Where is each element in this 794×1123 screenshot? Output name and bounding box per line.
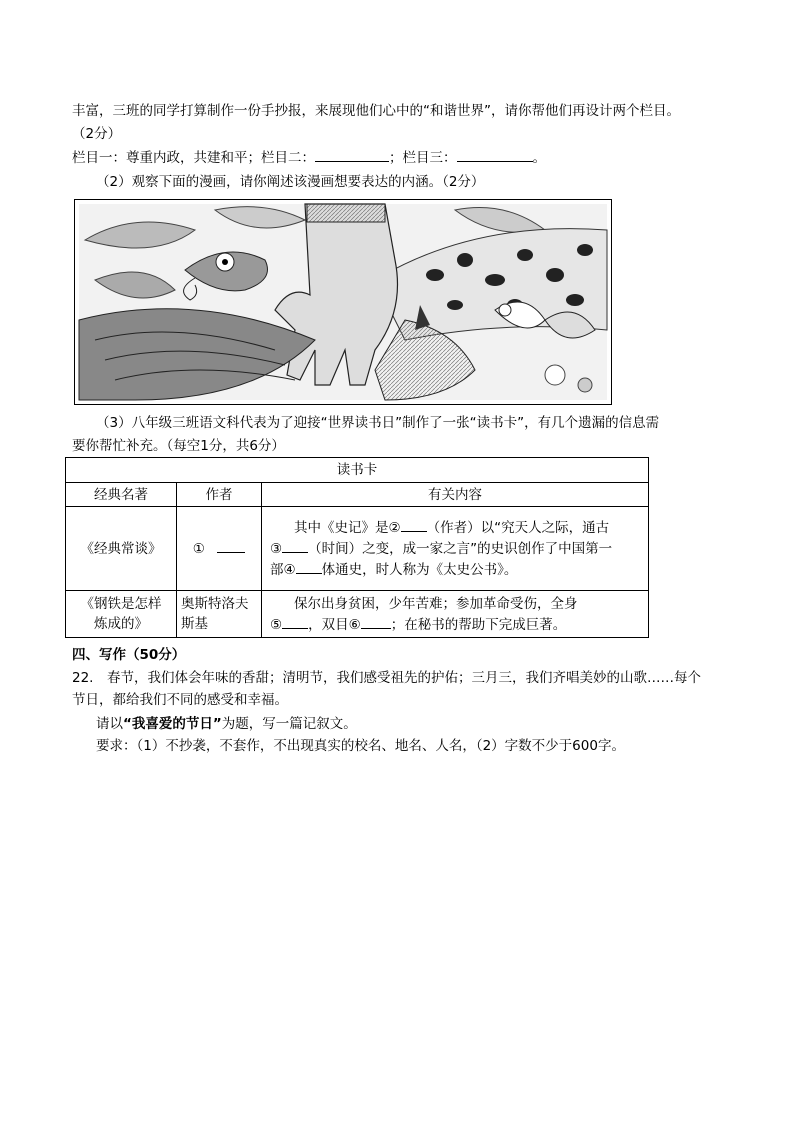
row2-book-l2: 炼成的》 bbox=[94, 616, 148, 632]
column-sep: ；栏目三： bbox=[389, 150, 457, 166]
row1-c3b: 体通史，时人称为《太史公书》。 bbox=[321, 562, 518, 578]
blank-4[interactable] bbox=[296, 559, 322, 574]
row1-c1b: （作者）以“究天人之际，通古 bbox=[426, 520, 610, 536]
row1-c3a: 部④ bbox=[270, 562, 296, 578]
header-author: 作者 bbox=[177, 483, 262, 507]
blank-1-label: ① bbox=[192, 541, 205, 557]
q22-line2: 节日，都给我们不同的感受和幸福。 bbox=[72, 692, 288, 708]
q22-l3b: 为题，写一篇记叙文。 bbox=[221, 716, 357, 732]
q21-3-line2: 要你帮忙补充。（每空1分，共6分） bbox=[72, 438, 285, 454]
row2-c1: 保尔出身贫困，少年苦难；参加革命受伤，全身 bbox=[294, 595, 578, 612]
comic-drawing bbox=[75, 200, 611, 404]
row2-book bbox=[66, 591, 177, 638]
row2-author-l1: 奥斯特洛夫 bbox=[181, 596, 249, 612]
column2-blank[interactable] bbox=[315, 147, 389, 162]
section4-heading: 四、写作（50分） bbox=[72, 647, 186, 663]
blank-1[interactable] bbox=[217, 538, 245, 553]
header-content: 有关内容 bbox=[262, 483, 649, 507]
row1-c2b: （时间）之变，成一家之言”的史识创作了中国第一 bbox=[308, 541, 613, 557]
reading-card-table bbox=[65, 457, 649, 638]
blank-5[interactable] bbox=[282, 614, 308, 629]
essay-title: “我喜爱的节日” bbox=[123, 716, 222, 732]
blank-2[interactable] bbox=[401, 517, 427, 532]
q22-line3 bbox=[96, 714, 357, 734]
row1-c2a: ③ bbox=[270, 541, 283, 557]
q22-l3a: 请以 bbox=[96, 716, 123, 732]
row2-c2a: ⑤ bbox=[270, 616, 283, 633]
q21-1-line1: 丰富，三班的同学打算制作一份手抄报，来展现他们心中的“和谐世界”，请你帮他们再设计两个栏目。 bbox=[72, 103, 680, 119]
card-title: 读书卡 bbox=[66, 458, 649, 483]
row1-content bbox=[262, 507, 649, 591]
blank-3[interactable] bbox=[282, 538, 308, 553]
row2-book-l1: 《钢铁是怎样 bbox=[80, 596, 162, 612]
row1-author bbox=[177, 507, 262, 591]
q21-3-line1: （3）八年级三班语文科代表为了迎接“世界读书日”制作了一张“读书卡”，有几个遗漏的信息需 bbox=[96, 415, 660, 431]
blank-6[interactable] bbox=[361, 614, 391, 629]
q21-2-prompt: （2）观察下面的漫画，请你阐述该漫画想要表达的内涵。（2分） bbox=[96, 174, 485, 190]
q22-requirements: 要求：（1）不抄袭，不套作，不出现真实的校名、地名、人名，（2）字数不少于600字。 bbox=[96, 738, 625, 754]
comic-illustration bbox=[74, 199, 612, 405]
row2-author-l2: 斯基 bbox=[181, 616, 208, 632]
row2-c2b: ，双目⑥ bbox=[308, 616, 361, 633]
column3-blank[interactable] bbox=[457, 147, 533, 162]
row2-content bbox=[262, 591, 649, 638]
header-book: 经典名著 bbox=[66, 483, 177, 507]
column1-text: 栏目一：尊重内政，共建和平；栏目二： bbox=[72, 150, 315, 166]
q21-1-score: （2分） bbox=[72, 126, 122, 142]
row1-book: 《经典常谈》 bbox=[66, 507, 177, 591]
q21-1-columns bbox=[72, 147, 546, 168]
row2-author bbox=[177, 591, 262, 638]
row1-c1a: 其中《史记》是② bbox=[294, 520, 401, 536]
q22-line1: 22. 春节，我们体会年味的香甜；清明节，我们感受祖先的护佑；三月三，我们齐唱美妙的山歌……每个 bbox=[72, 670, 701, 686]
column-end: 。 bbox=[532, 150, 546, 166]
row2-c2c: ；在秘书的帮助下完成巨著。 bbox=[390, 616, 567, 633]
